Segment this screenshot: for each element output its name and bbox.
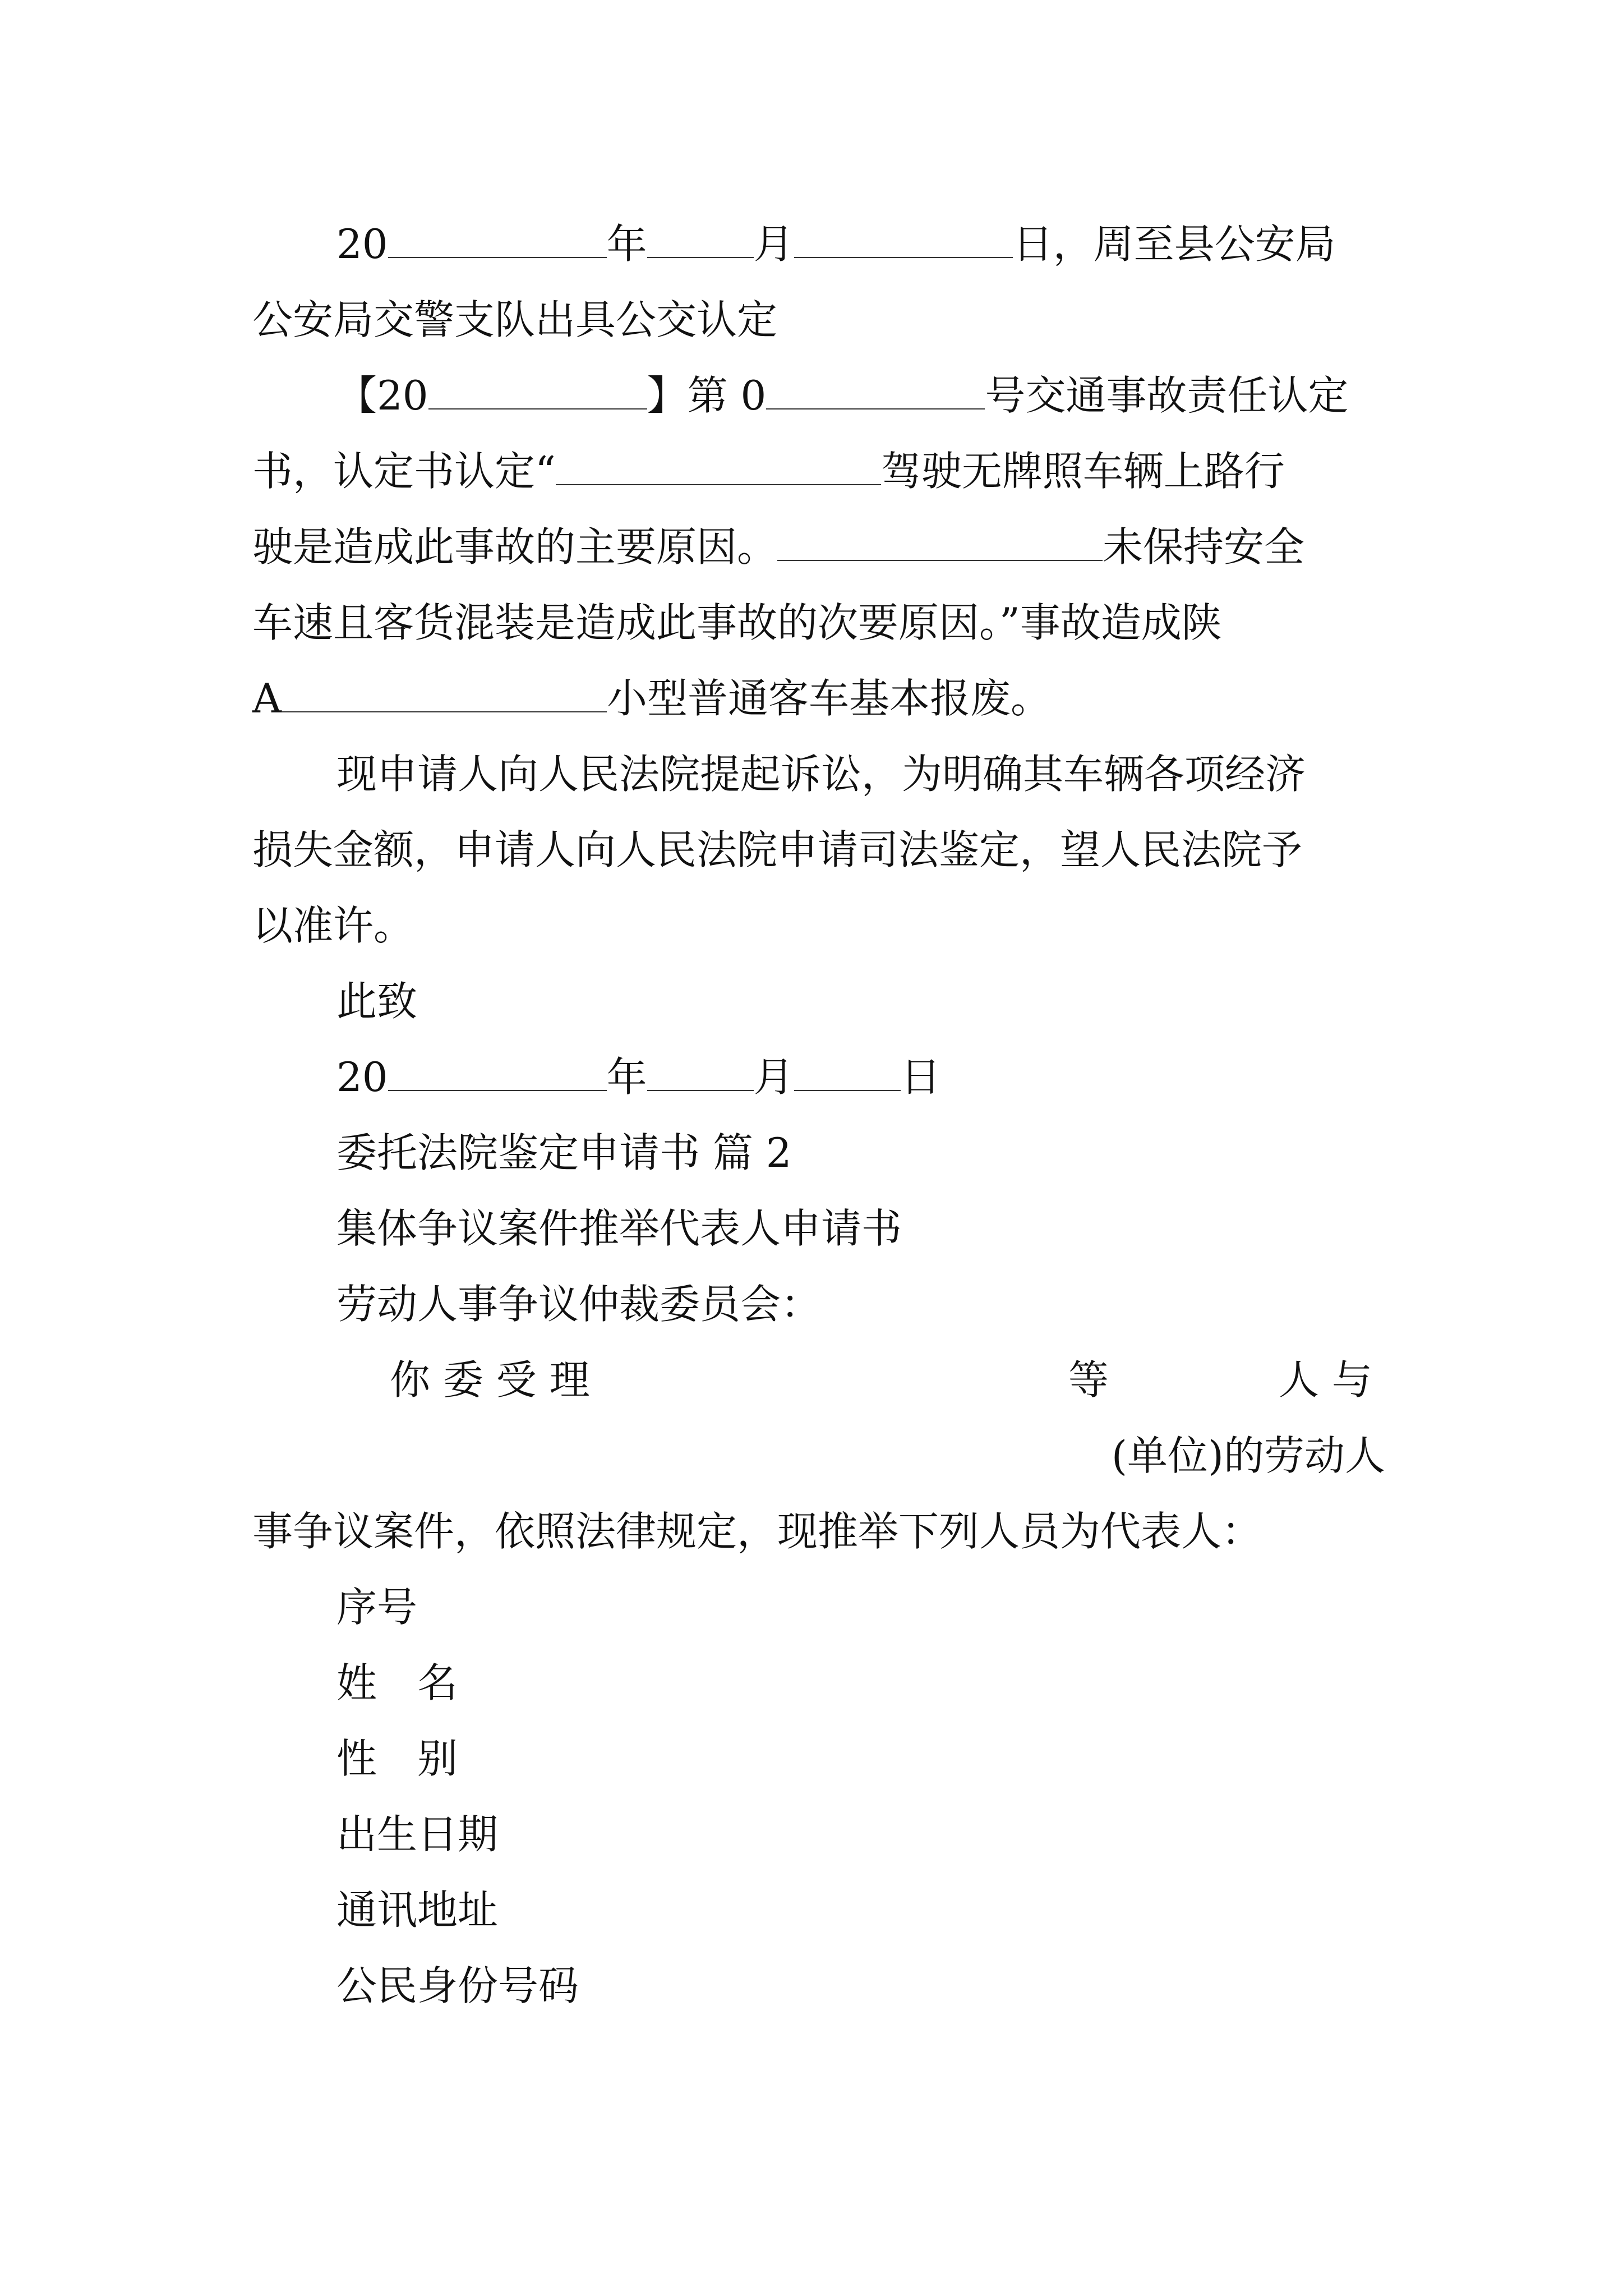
month-label: 月 xyxy=(753,1053,794,1101)
salutation: 此致 xyxy=(336,978,418,1025)
year-prefix: 20 xyxy=(336,1053,388,1101)
text-segment: 驶是造成此事故的主要原因。 xyxy=(252,523,778,570)
field-label-serial: 序号 xyxy=(336,1584,418,1631)
paragraph-line xyxy=(252,665,1385,732)
day-label-text: 日，周至县公安局 xyxy=(1012,220,1336,268)
plate-prefix: A xyxy=(252,675,282,722)
text-segment: 你 委 受 理 xyxy=(390,1356,590,1404)
paragraph-line: 以准许。 xyxy=(252,902,414,949)
signature-date-line xyxy=(336,1043,1385,1111)
field-label-birthdate: 出生日期 xyxy=(336,1811,499,1858)
month-label: 月 xyxy=(753,220,794,268)
paragraph-line: 现申请人向人民法院提起诉讼，为明确其车辆各项经济 xyxy=(336,751,1306,798)
year-blank xyxy=(388,256,607,258)
paragraph-line: (单位)的劳动人 xyxy=(1111,1432,1385,1479)
paragraph-line: 公安局交警支队出具公交认定 xyxy=(252,296,778,343)
case-year-blank xyxy=(428,408,647,409)
text-segment: 未保持安全 xyxy=(1103,523,1305,570)
bracket-year: 【20 xyxy=(336,372,428,419)
addressee: 劳动人事争议仲裁委员会： xyxy=(336,1281,822,1328)
text-segment: 书，认定书认定“ xyxy=(252,448,556,495)
paragraph-line xyxy=(252,438,1385,505)
section-title: 委托法院鉴定申请书 篇 2 xyxy=(336,1129,792,1176)
paragraph-line xyxy=(336,1346,1385,1414)
text-segment: 驾驶无牌照车辆上路行 xyxy=(880,448,1285,495)
field-label-address: 通讯地址 xyxy=(336,1887,499,1934)
driver-blank xyxy=(556,484,881,485)
paragraph-line: 车速且客货混装是造成此事故的次要原因。”事故造成陕 xyxy=(252,599,1222,646)
month-blank xyxy=(647,256,754,258)
field-label-name: 姓 名 xyxy=(336,1659,458,1706)
date-line xyxy=(336,210,1385,278)
year-label: 年 xyxy=(606,220,647,268)
year-label: 年 xyxy=(606,1053,647,1101)
document-heading: 集体争议案件推举代表人申请书 xyxy=(336,1205,902,1252)
field-label-gender: 性 别 xyxy=(336,1735,458,1782)
case-number-suffix: 号交通事故责任认定 xyxy=(985,372,1349,419)
plate-blank xyxy=(282,711,607,712)
text-segment: 等 xyxy=(1068,1356,1109,1404)
paragraph-line: 事争议案件，依照法律规定，现推举下列人员为代表人： xyxy=(252,1508,1262,1555)
day-label: 日 xyxy=(900,1053,941,1101)
party-blank xyxy=(777,559,1103,561)
case-number-prefix: 】第 0 xyxy=(647,372,767,419)
text-segment: 小型普通客车基本报废。 xyxy=(607,675,1052,722)
month-blank xyxy=(647,1089,754,1091)
paragraph-line: 损失金额，申请人向人民法院申请司法鉴定，望人民法院予 xyxy=(252,826,1303,873)
year-blank xyxy=(388,1089,607,1091)
year-prefix: 20 xyxy=(336,220,388,268)
day-blank xyxy=(794,1089,901,1091)
case-number-line xyxy=(336,362,1385,429)
text-segment: 人 与 xyxy=(1279,1356,1372,1404)
case-number-blank xyxy=(766,408,985,409)
day-blank xyxy=(794,256,1013,258)
paragraph-line xyxy=(252,513,1385,581)
field-label-id-number: 公民身份号码 xyxy=(336,1962,579,2009)
